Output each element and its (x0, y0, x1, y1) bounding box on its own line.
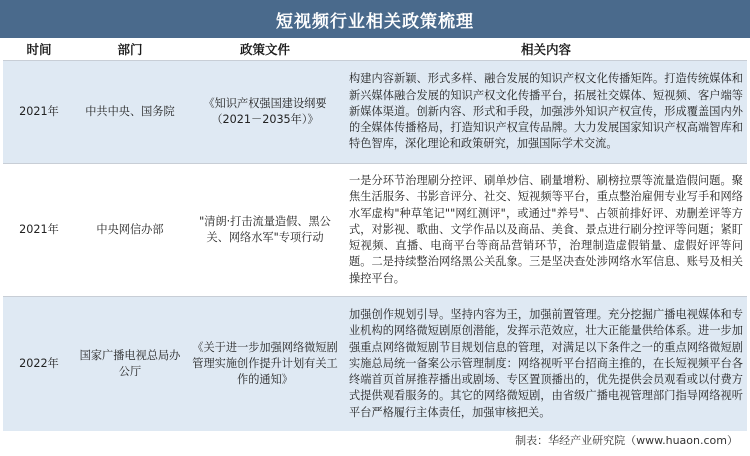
header-dept: 部门 (75, 38, 185, 61)
header-policy: 政策文件 (185, 38, 345, 61)
cell-policy: "清朗·打击流量造假、黑公关、网络水军"专项行动 (185, 164, 345, 297)
page-title: 短视频行业相关政策梳理 (276, 11, 474, 32)
cell-content: 一是分环节治理刷分控评、刷单炒信、刷量增粉、刷榜拉票等流量造假问题。聚焦生活服务、书影音评分、社交、短视频等平台，重点整治雇佣专业写手和网络水军虚构"种草笔记""网红测评"，或通过"养号"、占领前排好评、劝删差评等方式，对影视、歌曲、文学作品以及商品、美食、景点进行刷分控评等问题；紧盯短视频、直播、电商平台等商品营销环节，治理制造虚假销量、虚假好评等问题。二是持续整治网络黑公关乱象。三是坚决查处涉网络水军信息、账号及相关操控平台。 (345, 164, 747, 297)
header-content: 相关内容 (345, 38, 747, 61)
cell-content: 构建内容新颖、形式多样、融合发展的知识产权文化传播矩阵。打造传统媒体和新兴媒体融合发展的知识产权文化传播平台，拓展社交媒体、短视频、客户端等新媒体渠道。创新内容、形式和手段，加强涉外知识产权宣传，形成覆盖国内外的全媒体传播格局，打造知识产权宣传品牌。大力发展国家知识产权高端智库和特色智库，深化理论和政策研究，加强国际学术交流。 (345, 61, 747, 164)
cell-time: 2021年 (3, 164, 75, 297)
table-row (3, 297, 747, 432)
cell-policy: 《知识产权强国建设纲要（2021－2035年）》 (185, 61, 345, 164)
header-time: 时间 (3, 38, 75, 61)
cell-content: 加强创作规划引导。坚持内容为王，加强前置管理。充分挖掘广播电视媒体和专业机构的网络微短剧原创潜能，发挥示范效应，壮大正能量供给体系。进一步加强重点网络微短剧节目规划信息的管理，对满足以下条件之一的重点网络微短剧实施总局统一备案公示管理制度：网络视听平台招商主推的，在长短视频平台各终端首页首屏推荐播出或剧场、专区置顶播出的，优先提供会员观看或以付费方式提供观看服务的。其它的网络微短剧，由省级广播电视管理部门指导网络视听平台严格履行主体责任，加强审核把关。 (345, 297, 747, 432)
table-row (3, 164, 747, 297)
policy-table (3, 38, 747, 431)
cell-dept: 中央网信办部 (75, 164, 185, 297)
title-bar (0, 0, 750, 38)
header-row (3, 38, 747, 61)
cell-time: 2021年 (3, 61, 75, 164)
table-row (3, 61, 747, 164)
cell-policy: 《关于进一步加强网络微短剧管理实施创作提升计划有关工作的通知》 (185, 297, 345, 432)
cell-dept: 国家广播电视总局办公厅 (75, 297, 185, 432)
cell-dept: 中共中央、国务院 (75, 61, 185, 164)
source-note: 制表：华经产业研究院（www.huaon.com） (515, 434, 738, 447)
cell-time: 2022年 (3, 297, 75, 432)
